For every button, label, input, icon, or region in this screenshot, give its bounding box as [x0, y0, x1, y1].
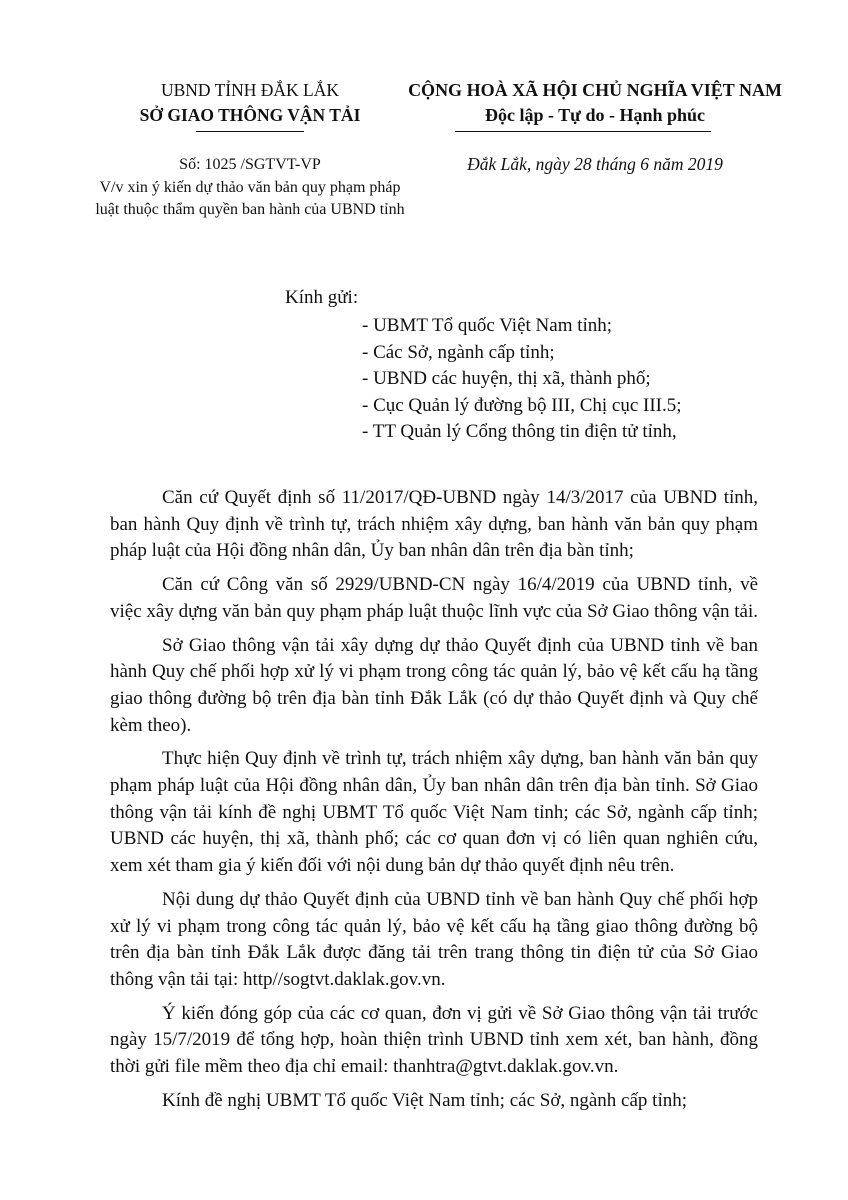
recipient-item: - Các Sở, ngành cấp tỉnh;: [362, 341, 555, 363]
national-title: CỘNG HOÀ XÃ HỘI CHỦ NGHĨA VIỆT NAM: [408, 80, 782, 100]
body-paragraph: Kính đề nghị UBMT Tổ quốc Việt Nam tỉnh; các Sở, ngành cấp tỉnh;: [162, 1089, 688, 1111]
recipient-item: - TT Quản lý Cổng thông tin điện tử tỉnh,: [362, 421, 677, 442]
national-motto: Độc lập - Tự do - Hạnh phúc: [484, 105, 706, 125]
body-paragraph: Căn cứ Quyết định số 11/2017/QĐ-UBND ngày 14/3/2017 của UBND tỉnh, ban hành Quy định về trình tự, trách nhiệm xây dựng, ban hành văn bản quy phạm pháp luật của Hội đồng nhân dân, Ủy ban nhân dân trên địa bàn tỉnh;: [110, 487, 758, 562]
place-date: Đắk Lắk, ngày 28 tháng 6 năm 2019: [467, 154, 723, 174]
recipient-item: - UBMT Tổ quốc Việt Nam tỉnh;: [362, 315, 613, 336]
issuer-parent-org: UBND TỈNH ĐẮK LẮK: [160, 80, 340, 100]
recipient-item: - Cục Quản lý đường bộ III, Chị cục III.5;: [362, 394, 682, 416]
document-subject: V/v xin ý kiến dự thảo văn bản quy phạm pháp luật thuộc thẩm quyền ban hành của UBND tỉnh: [95, 179, 405, 218]
body-paragraph: Thực hiện Quy định về trình tự, trách nhiệm xây dựng, ban hành văn bản quy phạm pháp luật của Hội đồng nhân dân, Ủy ban nhân dân trên địa bàn tỉnh. Sở Giao thông vận tải kính đề nghị UBMT Tổ quốc Việt Nam tỉnh; các Sở, ngành cấp tỉnh; UBND các huyện, thị xã, thành phố; các cơ quan đơn vị có liên quan nghiên cứu, xem xét tham gia ý kiến đối với nội dung bản dự thảo quyết định nêu trên.: [110, 748, 758, 877]
body-paragraph: Căn cứ Công văn số 2929/UBND-CN ngày 16/4/2019 của UBND tỉnh, về việc xây dựng văn bản quy phạm pháp luật thuộc lĩnh vực của Sở Giao thông vận tải.: [110, 574, 758, 622]
issuer-org: SỞ GIAO THÔNG VẬN TẢI: [139, 105, 361, 125]
recipients-list: [362, 313, 682, 446]
body-paragraph: Ý kiến đóng góp của các cơ quan, đơn vị gửi về Sở Giao thông vận tải trước ngày 15/7/2019 để tổng hợp, hoàn thiện trình UBND tỉnh xem xét, ban hành, đồng thời gửi file mềm theo địa chỉ email: thanhtra@gtvt.daklak.gov.vn.: [110, 1002, 758, 1078]
recipient-item: - UBND các huyện, thị xã, thành phố;: [362, 368, 651, 389]
document-number: Số: 1025 /SGTVT-VP: [179, 156, 321, 173]
motto-underline: [455, 131, 711, 132]
body-paragraph: Sở Giao thông vận tải xây dựng dự thảo Quyết định của UBND tỉnh về ban hành Quy chế phối hợp xử lý vi phạm trong công tác quản lý, bảo vệ kết cấu hạ tầng giao thông đường bộ trên địa bàn tỉnh Đắk Lắk (có dự thảo Quyết định và Quy chế kèm theo).: [110, 634, 758, 736]
letter-body: [110, 485, 758, 1121]
body-paragraph: Nội dung dự thảo Quyết định của UBND tỉnh về ban hành Quy chế phối hợp xử lý vi phạm trong công tác quản lý, bảo vệ kết cấu hạ tầng giao thông đường bộ trên địa bàn tỉnh Đắk Lắk được đăng tải trên trang thông tin điện tử của Sở Giao thông vận tải tại: http//sogtvt.daklak.gov.vn.: [110, 888, 758, 990]
recipients-label: Kính gửi:: [285, 287, 359, 308]
issuer-underline: [196, 131, 304, 132]
